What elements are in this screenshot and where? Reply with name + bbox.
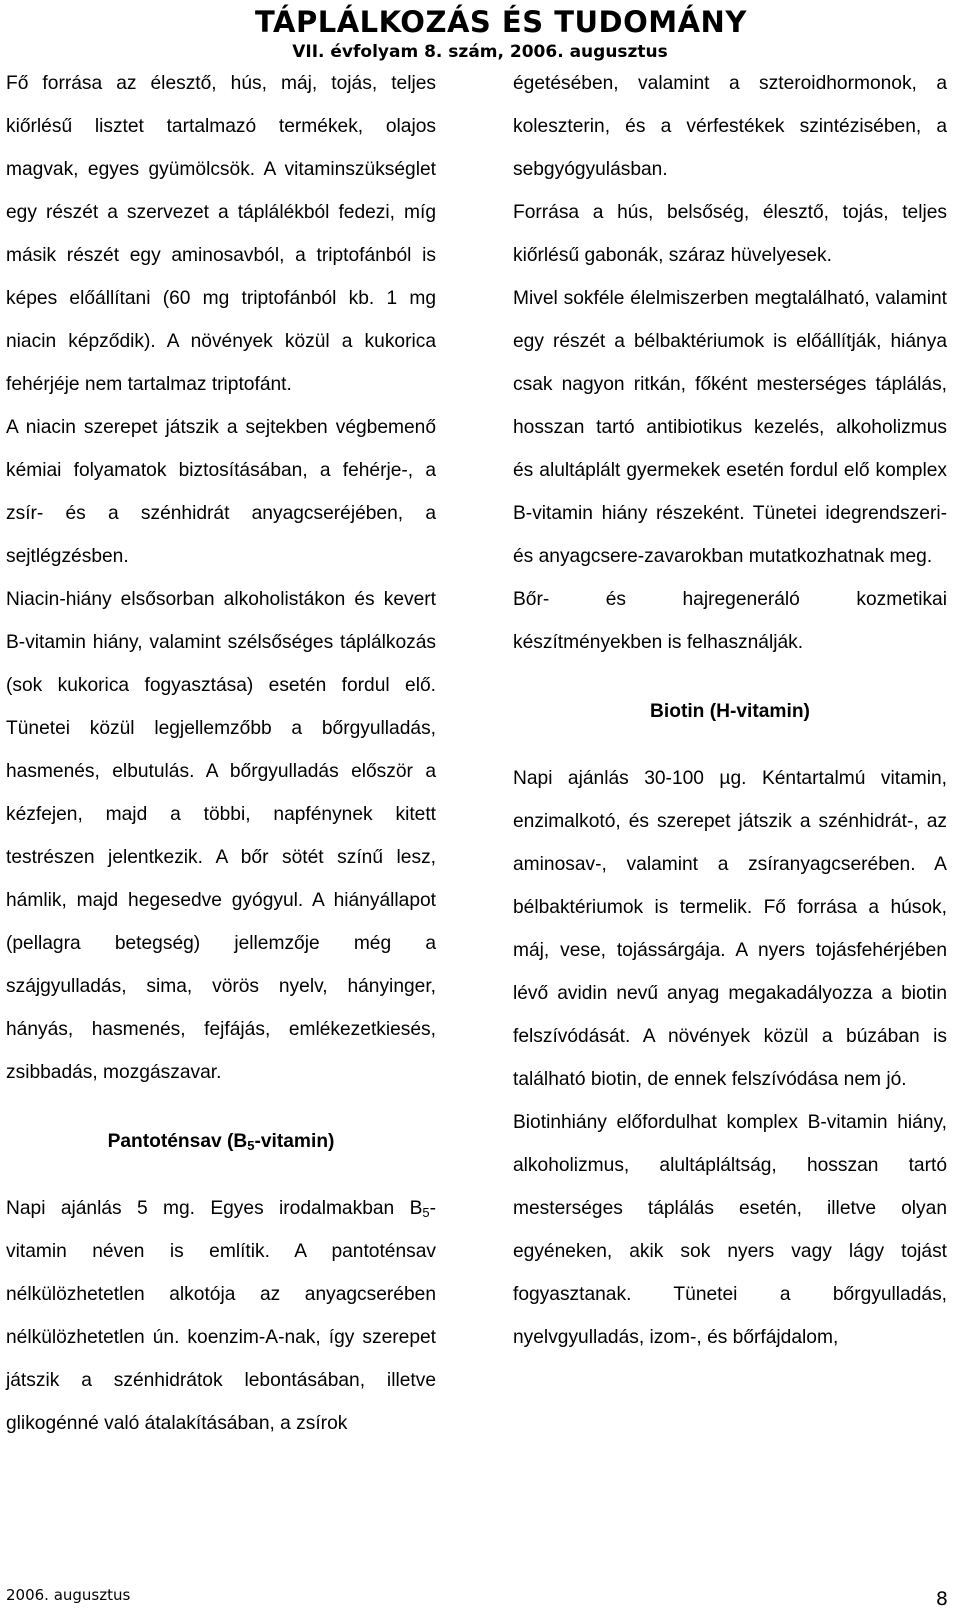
paragraph-text-suffix: -vitamin néven is említik. A pantoténsav nélkülözhetetlen alkotója az anyagcserében nélkülözhetetlen ún. koenzim-A-nak, így szerepet játszik a szénhidrátok lebontásában, illetve glikogénné való átalakításában, a zsírok: [6, 1198, 436, 1434]
paragraph-subscript: 5: [422, 1205, 430, 1220]
paragraph-niacin-role: A niacin szerepet játszik a sejtekben végbemenő kémiai folyamatok biztosításában, a fehérje-, a zsír- és a szénhidrát anyagcseréjében, a sejtlégzésben.: [6, 417, 436, 567]
paragraph-continuation: égetésében, valamint a szteroidhormonok, a koleszterin, és a vérfestékek szintézisében, a sebgyógyulásban.: [513, 73, 947, 180]
issue-line: VII. évfolyam 8. szám, 2006. augusztus: [292, 42, 668, 62]
right-column: [513, 62, 947, 1359]
heading-text: Pantoténsav (B: [107, 1131, 248, 1152]
left-column: [6, 62, 436, 1445]
paragraph-pantothenic-acid: [6, 1187, 436, 1445]
paragraph-niacin-sources: Fő forrása az élesztő, hús, máj, tojás, teljes kiőrlésű lisztet tartalmazó termékek, olajos magvak, egyes gyümölcsök. A vitaminszükséglet egy részét a szervezet a táplálékból fedezi, míg másik részét egy aminosavból, a triptofánból is képes előállítani (60 mg triptofánból kb. 1 mg niacin képződik). A növények közül a kukorica fehérjéje nem tartalmaz triptofánt.: [6, 73, 436, 395]
paragraph-biotin-deficiency: Biotinhiány előfordulhat komplex B-vitamin hiány, alkoholizmus, alultápláltság, hosszan tartó mesterséges táplálás esetén, illetve olyan egyéneken, akik sok nyers vagy lágy tojást fogyasztanak. Tünetei a bőrgyulladás, nyelvgyulladás, izom-, és bőrfájdalom,: [513, 1112, 947, 1348]
journal-title: TÁPLÁLKOZÁS ÉS TUDOMÁNY: [255, 5, 747, 39]
footer-date: 2006. augusztus: [6, 1586, 131, 1604]
paragraph-pantothenic-deficiency: Mivel sokféle élelmiszerben megtalálható, valamint egy részét a bélbaktériumok is előállítják, hiánya csak nagyon ritkán, főként mesterséges táplálás, hosszan tartó antibiotikus kezelés, alkoholizmus és alultáplált gyermekek esetén fordul elő komplex B-vitamin hiány részeként. Tünetei idegrendszeri- és anyagcsere-zavarokban mutatkozhatnak meg.: [513, 288, 947, 567]
paragraph-biotin: Napi ajánlás 30-100 µg. Kéntartalmú vitamin, enzimalkotó, és szerepet játszik a szénhidrát-, az aminosav-, valamint a zsíranyagcserében. A bélbaktériumok is termelik. Fő forrása a húsok, máj, vese, tojássárgája. A nyers tojásfehérjében lévő avidin nevű anyag megakadályozza a biotin felszívódását. A növények közül a búzában is található biotin, de ennek felszívódása nem jó.: [513, 768, 947, 1090]
heading-subscript: 5: [247, 1138, 255, 1153]
heading-text-suffix: -vitamin): [254, 1131, 335, 1152]
heading-pantothenic-acid: [6, 1120, 436, 1163]
heading-biotin: Biotin (H-vitamin): [650, 701, 810, 722]
page-number: 8: [935, 1588, 948, 1610]
paragraph-niacin-deficiency: Niacin-hiány elsősorban alkoholistákon és kevert B-vitamin hiány, valamint szélsőséges táplálkozás (sok kukorica fogyasztása) esetén fordul elő. Tünetei közül legjellemzőbb a bőrgyulladás, hasmenés, elbutulás. A bőrgyulladás először a kézfejen, majd a többi, napfénynek kitett testrészen jelentkezik. A bőr sötét színű lesz, hámlik, majd hegesedve gyógyul. A hiányállapot (pellagra betegség) jellemzője még a szájgyulladás, sima, vörös nyelv, hányinger, hányás, hasmenés, fejfájás, emlékezetkiesés, zsibbadás, mozgászavar.: [6, 589, 436, 1083]
paragraph-text: Napi ajánlás 5 mg. Egyes irodalmakban B: [6, 1198, 423, 1219]
paragraph-cosmetics: Bőr- és hajregeneráló kozmetikai készítményekben is felhasználják.: [513, 589, 947, 653]
paragraph-pantothenic-sources: Forrása a hús, belsőség, élesztő, tojás, teljes kiőrlésű gabonák, száraz hüvelyesek.: [513, 202, 947, 266]
